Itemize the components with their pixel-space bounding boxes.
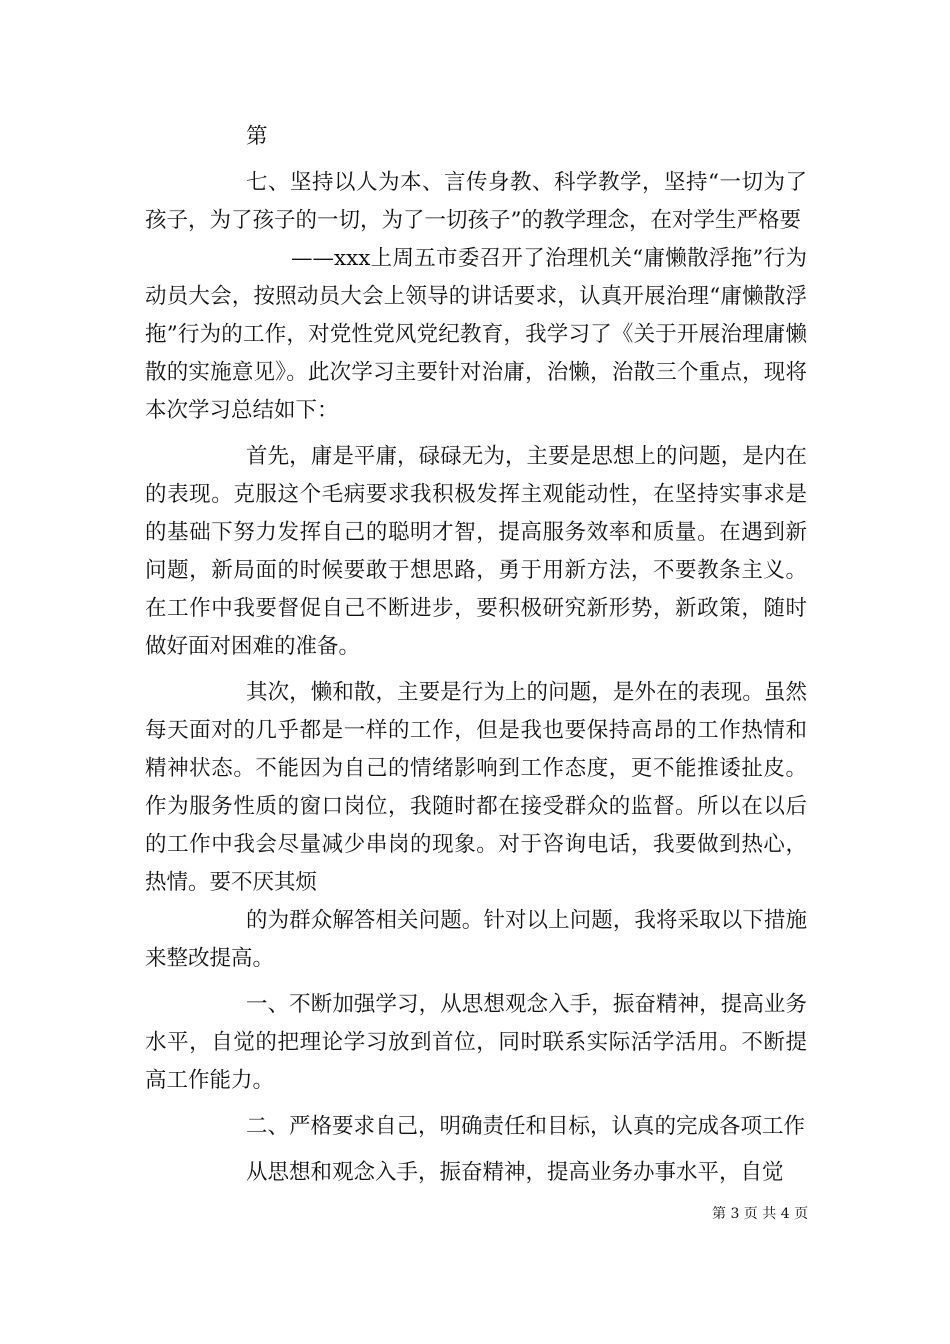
paragraph-meeting-intro: ——xxx上周五市委召开了治理机关“庸懒散浮拖”行为动员大会，按照动员大会上领导的讲话要求，认真开展治理“庸懒散浮拖”行为的工作，对党性党风党纪教育，我学习了《关于开展治理庸懒散的实施意见》。此次学习主要针对治庸，治懒，治散三个重点，现将本次学习总结如下： [145, 246, 807, 423]
paragraph-second-point: 其次，懒和散，主要是行为上的问题，是外在的表现。虽然每天面对的几乎都是一样的工作，但是我也要保持高昂的工作热情和精神状态。不能因为自己的情绪影响到工作态度，更不能推诿扯皮。作为服务性质的窗口岗位，我随时都在接受群众的监督。所以在以后的工作中我会尽量减少串岗的现象。对于咨询电话，我要做到热心，热情。要不厌其烦 [145, 680, 807, 895]
paragraph-first-point: 首先，庸是平庸，碌碌无为，主要是思想上的问题，是内在的表现。克服这个毛病要求我积极发挥主观能动性，在坚持实事求是的基础下努力发挥自己的聪明才智，提高服务效率和质量。在遇到新问题，新局面的时候要敢于想思路，勇于用新方法，不要教条主义。在工作中我要督促自己不断进步，要积极研究新形势，新政策，随时做好面对困难的准备。 [145, 444, 807, 659]
paragraph-item-seven: 七、坚持以人为本、言传身教、科学教学，坚持“一切为了孩子，为了孩子的一切，为了一切孩子”的教学理念，在对学生严格要 [145, 170, 807, 233]
paragraph-heading-fragment: 第 [246, 124, 268, 149]
page-number-footer: 第 3 页 共 4 页 [712, 1206, 809, 1222]
paragraph-measure-one: 一、不断加强学习，从思想观念入手，振奋精神，提高业务水平，自觉的把理论学习放到首位，同时联系实际活学活用。不断提高工作能力。 [145, 992, 807, 1093]
paragraph-continuation: 从思想和观念入手，振奋精神，提高业务办事水平，自觉 [246, 1160, 784, 1185]
paragraph-measure-two: 二、严格要求自己，明确责任和目标，认真的完成各项工作 [246, 1114, 806, 1139]
document-body [145, 118, 807, 1192]
paragraph-measures-intro: 的为群众解答相关问题。针对以上问题，我将采取以下措施来整改提高。 [145, 908, 807, 971]
